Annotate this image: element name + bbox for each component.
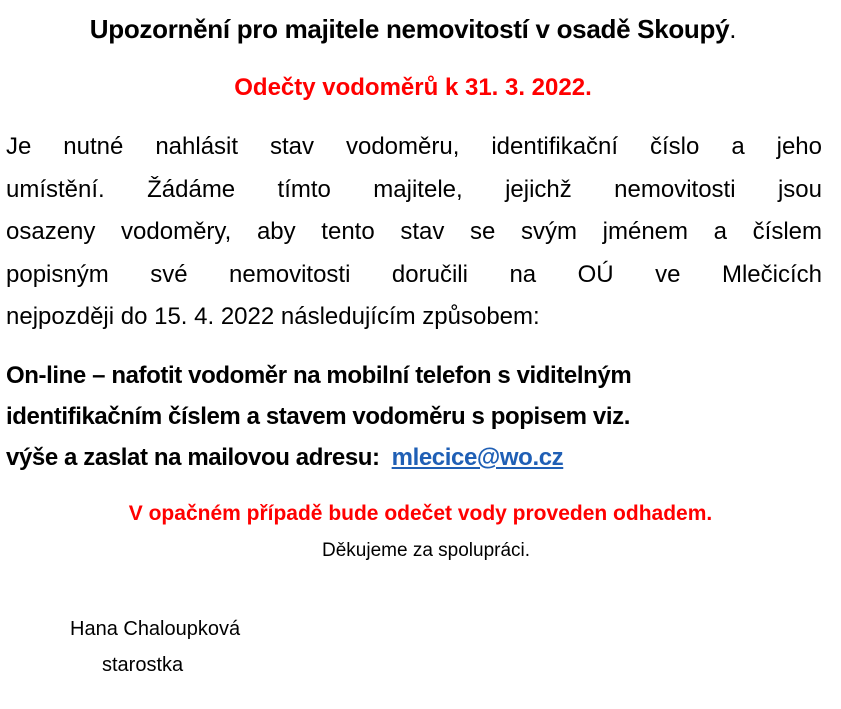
notice-subtitle: Odečty vodoměrů k 31. 3. 2022. bbox=[234, 74, 592, 101]
notice-title bbox=[0, 14, 826, 45]
body-line: Je nutné nahlásit stav vodoměru, identifikační číslo a jeho bbox=[6, 133, 822, 160]
online-line: výše a zaslat na mailovou adresu: bbox=[6, 444, 380, 471]
signature-role: starostka bbox=[102, 654, 184, 676]
body-line: popisným své nemovitosti doručili na OÚ ve Mlečicích bbox=[6, 260, 822, 288]
thanks-text: Děkujeme za spolupráci. bbox=[322, 540, 531, 561]
notice-title-text: Upozornění pro majitele nemovitostí v osadě Skoupý bbox=[89, 14, 730, 44]
online-line-with-email bbox=[6, 437, 822, 478]
email-link[interactable]: mlecice@wo.cz bbox=[391, 444, 564, 471]
warning-text: V opačném případě bude odečet vody proveden odhadem. bbox=[128, 502, 713, 525]
online-line: On-line – nafotit vodoměr na mobilní telefon s viditelným bbox=[6, 362, 632, 389]
signature-name: Hana Chaloupková bbox=[70, 618, 241, 640]
body-line: osazeny vodoměry, aby tento stav se svým jménem a číslem bbox=[6, 218, 822, 245]
notice-body bbox=[6, 126, 822, 339]
online-line: identifikačním číslem a stavem vodoměru s popisem viz. bbox=[6, 403, 630, 430]
body-line: umístění. Žádáme tímto majitele, jejichž nemovitosti jsou bbox=[6, 175, 822, 203]
online-instructions bbox=[6, 355, 822, 478]
body-line: nejpozději do 15. 4. 2022 následujícím způsobem: bbox=[6, 303, 540, 330]
notice-title-dot: . bbox=[729, 14, 737, 44]
